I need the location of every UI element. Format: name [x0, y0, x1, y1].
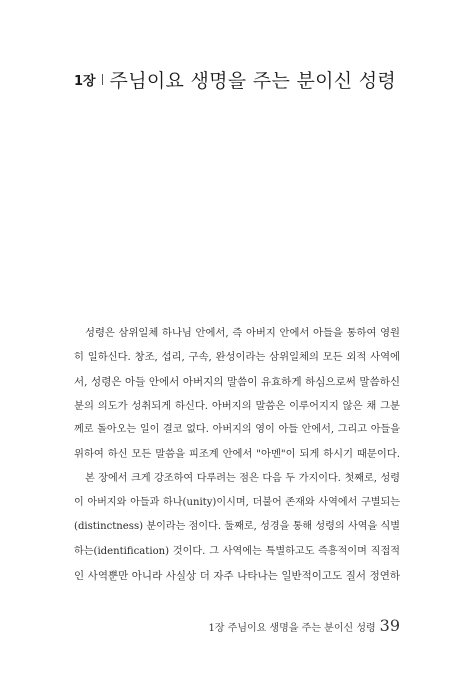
chapter-heading [0, 66, 470, 93]
body-text [74, 321, 400, 588]
body-line: 인 사역뿐만 아니라 사실상 더 자주 나타나는 일반적이고도 질서 정연하 [74, 569, 400, 582]
chapter-number: 1장 [73, 74, 96, 89]
chapter-separator [102, 74, 103, 85]
body-line: 위하여 하신 모든 말씀을 피조계 안에서 "아멘"이 되게 하시기 때문이다. [74, 448, 400, 461]
body-line: 성령은 삼위일체 하나님 안에서, 즉 아버지 안에서 아들을 통하여 영원 [85, 327, 400, 339]
chapter-title: 주님이요 생명을 주는 분이신 성령 [109, 70, 397, 92]
running-title: 1장 주님이요 생명을 주는 분이신 성령 [208, 623, 376, 634]
body-line: (distinctness) 분이라는 점이다. 둘째로, 성경을 통해 성령의 사역을 식별 [74, 521, 400, 533]
body-line: 서, 성령은 아들 안에서 아버지의 말씀이 유효하게 하심으로써 말씀하신 [74, 375, 400, 388]
body-line: 께로 돌아오는 일이 결코 없다. 아버지의 영이 아들 안에서, 그리고 아들을 [74, 424, 400, 436]
page-footer [0, 616, 400, 635]
body-line: 본 장에서 크게 강조하여 다루려는 점은 다음 두 가지이다. 첫째로, 성령 [85, 472, 400, 484]
body-line: 하는(identification) 것이다. 그 사역에는 특별하고도 즉흥적이며 직접적 [74, 545, 400, 557]
body-line: 히 일하신다. 창조, 섭리, 구속, 완성이라는 삼위일체의 모든 외적 사역에 [74, 351, 400, 364]
body-line: 이 아버지와 아들과 하나(unity)이시며, 더불어 존재와 사역에서 구별되는 [74, 497, 400, 509]
page-number: 39 [379, 616, 400, 635]
body-line: 분의 의도가 성취되게 하신다. 아버지의 말씀은 이루어지지 않은 채 그분 [74, 399, 400, 412]
